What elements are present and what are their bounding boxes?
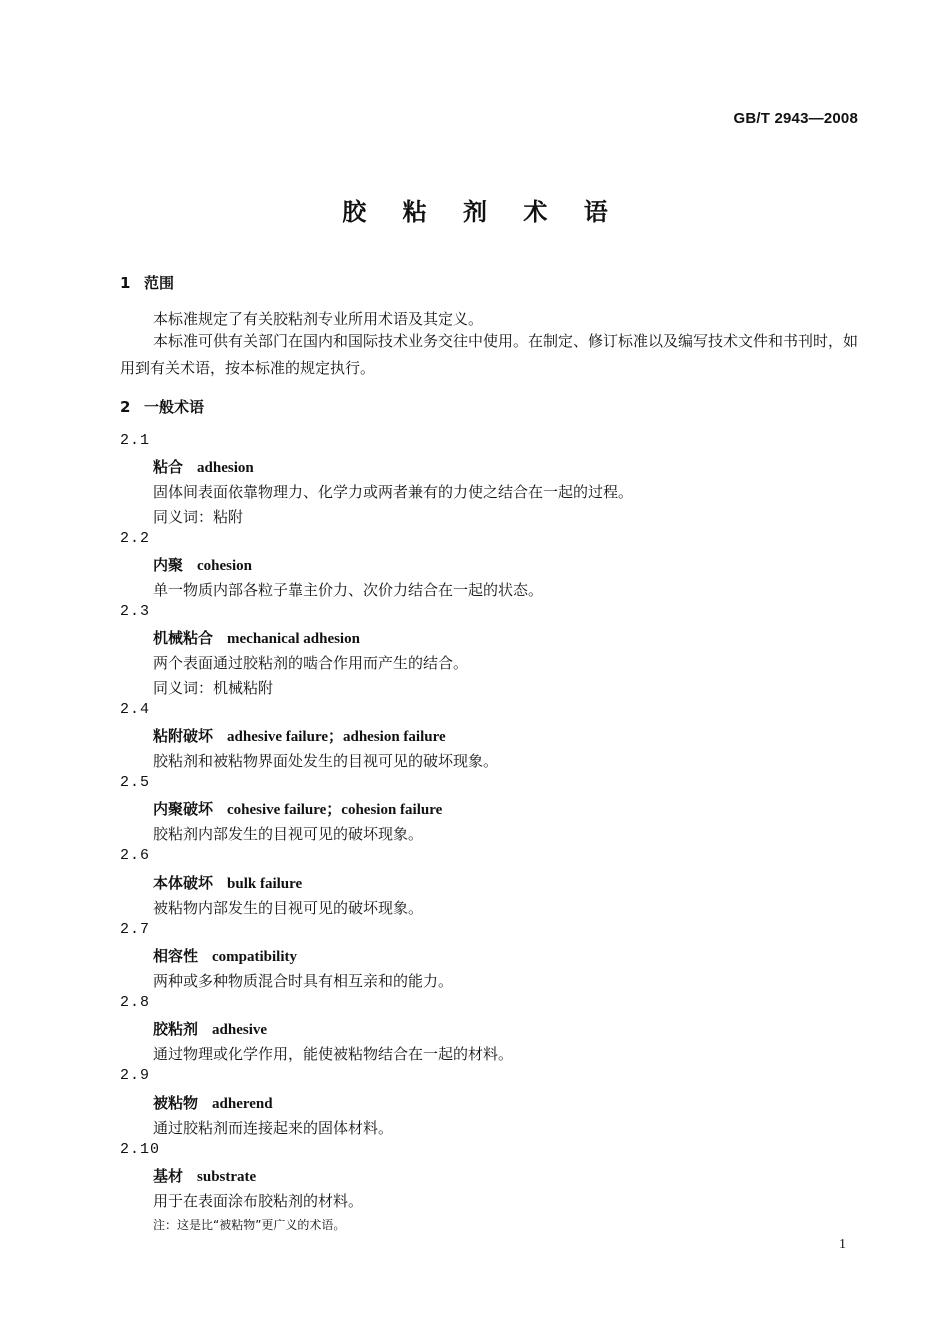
- term-definition: 单一物质内部各粒子靠主价力、次价力结合在一起的状态。: [153, 581, 544, 599]
- term-en: bulk failure: [227, 876, 303, 892]
- term-number: 2.9: [120, 1067, 151, 1084]
- term-heading: [153, 627, 360, 648]
- term-heading: [153, 798, 442, 819]
- term-definition: 固体间表面依靠物理力、化学力或两者兼有的力使之结合在一起的过程。: [153, 483, 634, 501]
- term-zh: 粘合: [153, 458, 184, 476]
- term-zh: 粘附破坏: [153, 727, 214, 745]
- page-number: 1: [839, 1237, 846, 1252]
- term-definition: 两种或多种物质混合时具有相互亲和的能力。: [153, 972, 454, 990]
- term-definition: 两个表面通过胶粘剂的啮合作用而产生的结合。: [153, 654, 469, 672]
- term-number: 2.1: [120, 432, 151, 449]
- term-en: substrate: [197, 1169, 257, 1185]
- section-number: 1: [120, 274, 131, 292]
- term-number: 2.5: [120, 774, 151, 791]
- term-en: adhesive: [212, 1022, 268, 1038]
- term-en: adhesive failure；adhesion failure: [227, 729, 446, 745]
- term-en: adhesion: [197, 460, 254, 476]
- term-heading: [153, 725, 446, 746]
- term-definition: 通过胶粘剂而连接起来的固体材料。: [153, 1119, 394, 1137]
- term-definition: 胶粘剂和被粘物界面处发生的目视可见的破坏现象。: [153, 752, 499, 770]
- term-heading: [153, 1018, 267, 1039]
- section-heading-scope: [120, 272, 174, 293]
- term-zh: 本体破坏: [153, 874, 214, 892]
- term-en: compatibility: [212, 949, 298, 965]
- term-number: 2.2: [120, 530, 151, 547]
- term-zh: 基材: [153, 1167, 184, 1185]
- term-number: 2.10: [120, 1141, 161, 1158]
- section-number: 2: [120, 398, 131, 416]
- term-heading: [153, 456, 254, 477]
- scope-paragraph-2: 本标准可供有关部门在国内和国际技术业务交往中使用。在制定、修订标准以及编写技术文件和书刊时，如用到有关术语，按本标准的规定执行。: [120, 332, 859, 377]
- term-zh: 被粘物: [153, 1094, 199, 1112]
- section-title: 范围: [144, 274, 175, 292]
- term-heading: [153, 1092, 273, 1113]
- term-definition: 通过物理或化学作用，能使被粘物结合在一起的材料。: [153, 1045, 514, 1063]
- section-title: 一般术语: [144, 398, 205, 416]
- term-zh: 内聚破坏: [153, 800, 214, 818]
- standard-code: GB/T 2943—2008: [733, 110, 858, 127]
- term-number: 2.8: [120, 994, 151, 1011]
- term-definition: 用于在表面涂布胶粘剂的材料。: [153, 1192, 364, 1210]
- term-en: mechanical adhesion: [227, 631, 360, 647]
- term-definition: 胶粘剂内部发生的目视可见的破坏现象。: [153, 825, 424, 843]
- term-number: 2.6: [120, 847, 151, 864]
- term-en: adherend: [212, 1096, 273, 1112]
- term-note: 注：这是比“被粘物”更广义的术语。: [153, 1218, 346, 1232]
- section-heading-general: [120, 396, 204, 417]
- term-synonym: 同义词：粘附: [153, 508, 244, 526]
- term-heading: [153, 945, 297, 966]
- term-zh: 胶粘剂: [153, 1020, 199, 1038]
- term-en: cohesion: [197, 558, 253, 574]
- term-heading: [153, 872, 302, 893]
- term-zh: 相容性: [153, 947, 199, 965]
- term-definition: 被粘物内部发生的目视可见的破坏现象。: [153, 899, 424, 917]
- term-synonym: 同义词：机械粘附: [153, 679, 274, 697]
- term-zh: 内聚: [153, 556, 184, 574]
- term-number: 2.3: [120, 603, 151, 620]
- scope-paragraph-1: 本标准规定了有关胶粘剂专业所用术语及其定义。: [153, 310, 484, 328]
- term-en: cohesive failure；cohesion failure: [227, 802, 443, 818]
- term-heading: [153, 554, 252, 575]
- term-number: 2.7: [120, 921, 151, 938]
- term-heading: [153, 1165, 256, 1186]
- term-zh: 机械粘合: [153, 629, 214, 647]
- document-title: 胶 粘 剂 术 语: [342, 198, 622, 226]
- term-number: 2.4: [120, 701, 151, 718]
